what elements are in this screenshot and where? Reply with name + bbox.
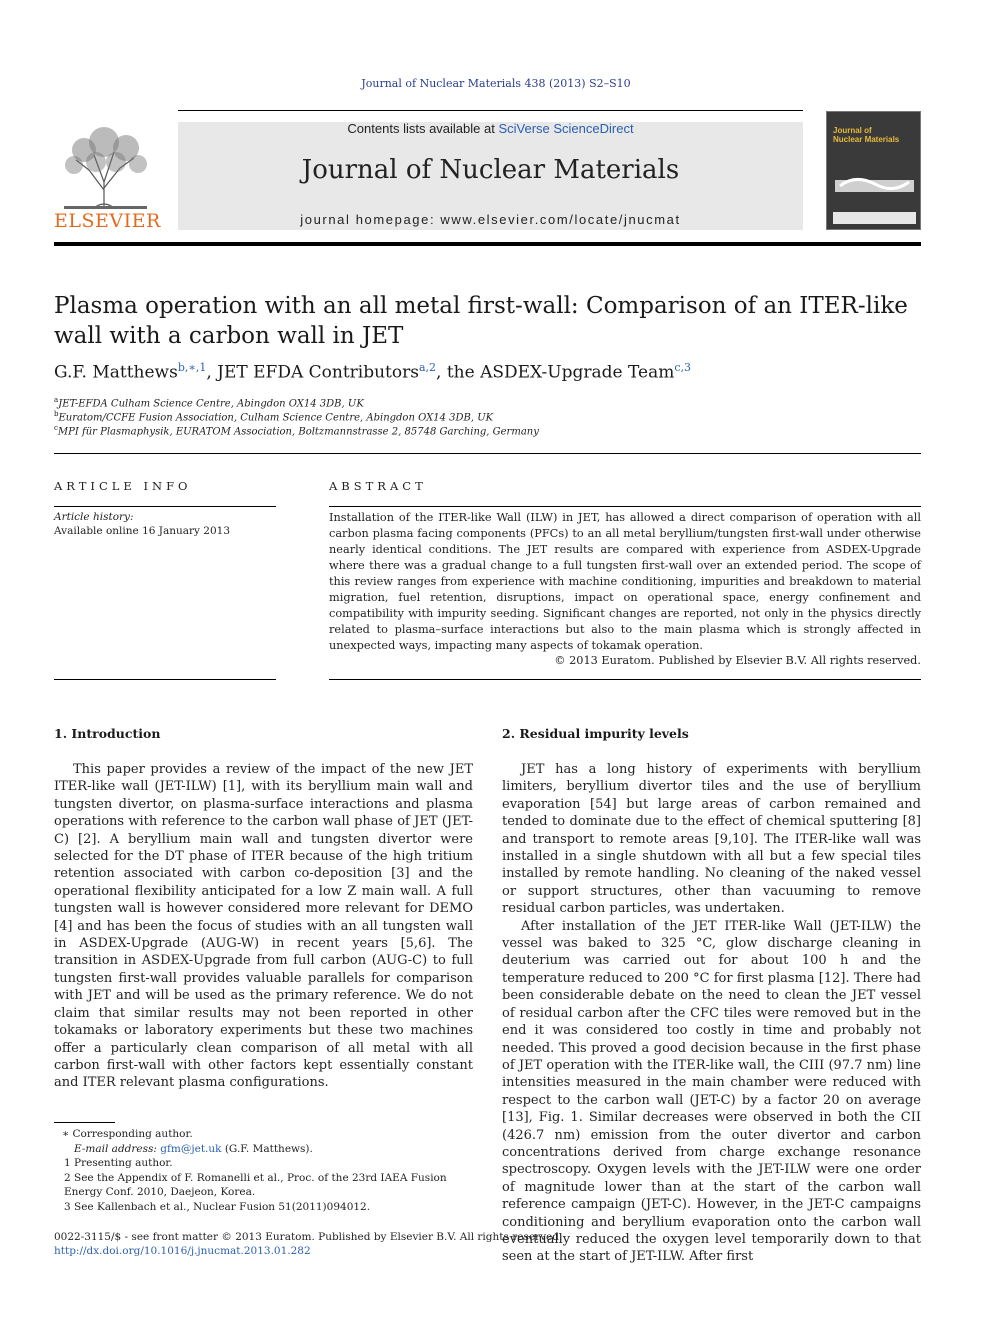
author-sup[interactable]: c,3 [674, 361, 691, 374]
author-sup[interactable]: a,2 [418, 361, 437, 374]
abstract-copyright: © 2013 Euratom. Published by Elsevier B.V. All rights reserved. [554, 654, 921, 667]
footnote-1: 1 Presenting author. [64, 1157, 173, 1170]
elsevier-logo-text: ELSEVIER [54, 210, 161, 232]
impurity-paragraph: After installation of the JET ITER-like Wall (JET-ILW) the vessel was baked to 325 °C, glow discharge cleaning in deuterium was carried out for about 100 h and the temperature reduced to 200 °C for first plasma [12]. There had been considerable debate on the need to clean the JET vessel of residual carbon after the CFC tiles were removed but in the end it was considered too costly in time and probably not needed. This proved a good decision because in the first phase of JET operation with the ITER-like wall, the CIII (97.7 nm) line intensities measured in the main chamber were reduced with respect to the carbon wall (JET-C) by a factor 20 on average [13], Fig. 1. Similar decreases were observed in both the CII (426.7 nm) emission from the outer divertor and carbon concentrations derived from charge exchange resonance spectroscopy. Oxygen levels with the JET-ILW were one order of magnitude lower than at the start of the carbon wall reference campaign (JET-C). However, in the JET-C campaigns conditioning and beryllium evaporation onto the carbon wall eventually reduced the oxygen level temporarily down to that seen at the start of JET-ILW. After first [502, 918, 921, 1265]
cover-image [835, 170, 914, 200]
header-thick-rule [54, 242, 921, 246]
cover-bottom-panel [833, 212, 916, 224]
intro-paragraph: This paper provides a review of the impact of the new JET ITER-like wall (JET-ILW) [1], with its beryllium main wall and tungsten divertor, on plasma-surface interactions and plasma operations with reference to the carbon wall phase of JET (JET-C) [2]. A beryllium main wall and tungsten divertor were selected for the DT phase of ITER because of the high tritium retention associated with carbon co-deposition [3] and the operational flexibility anticipated for a low Z main wall. A full tungsten wall is however considered more relevant for DEMO [4] and has been the focus of studies with an all tungsten wall in ASDEX-Upgrade (AUG-W) in recent years [5,6]. The transition in ASDEX-Upgrade from full carbon (AUG-C) to full tungsten first-wall provides valuable parallels for comparison with JET and will be used as the primary reference. We do not claim that similar results may not been reported in other tokamaks or laboratory experiments but these two machines offer a particularly clean comparison of all metal with all carbon first-wall with other factors kept essentially constant and ITER relevant plasma configurations. [54, 762, 473, 1091]
article-info-heading: ARTICLE INFO [54, 479, 192, 493]
intro-body [54, 761, 473, 1092]
author-name: , the ASDEX-Upgrade Team [436, 362, 675, 383]
abstract-text: Installation of the ITER-like Wall (ILW) in JET, has allowed a direct comparison of operation with all carbon plasma facing components (PFCs) to an all metal beryllium/tungsten first-wall under otherwise nearly identical conditions. The JET results are compared with experience from ASDEX-Upgrade where there was a gradual change to a full tungsten first-wall over an extended period. The scope of this review ranges from experience with machine conditioning, impurities and breakdown to material migration, fuel retention, disruptions, impact on operational space, energy confinement and compatibility with impurity seeding. Significant changes are reported, not only in the physics directly related to plasma–surface interactions but also to the main plasma which is strongly affected in unexpected ways, impacting many aspects of tokamak operation. [329, 511, 921, 652]
impurity-body [502, 761, 921, 1266]
article-info-rule [54, 506, 276, 507]
author-list [54, 361, 914, 383]
contents-prefix: Contents lists available at [347, 121, 499, 136]
journal-homepage[interactable]: journal homepage: www.elsevier.com/locate/jnucmat [300, 212, 681, 227]
intro-heading: 1. Introduction [54, 726, 161, 741]
affiliation-rule [54, 453, 921, 454]
footnote-rule [54, 1122, 115, 1123]
impurity-paragraph: JET has a long history of experiments with beryllium limiters, beryllium divertor tiles and the use of beryllium evaporation [54] but large areas of carbon remained and tended to dominate due to the effect of chemical sputtering [8] and transport to remote areas [9,10]. The ITER-like wall was installed in a single shutdown with all but a few special tiles installed by remote handling. No cleaning of the naked vessel or support structures, other than vacuuming to remove residual carbon particles, was undertaken. [502, 762, 921, 917]
abstract-bottom-rule [329, 679, 921, 680]
affiliation: $^c$MPI für Plasmaphysik, EURATOM Association, Boltzmannstrasse 2, 85748 Garching, Germany [54, 424, 539, 438]
author-name: G.F. Matthews [54, 362, 178, 383]
doi-link[interactable]: http://dx.doi.org/10.1016/j.jnucmat.2013.01.282 [54, 1245, 311, 1257]
author-name: , JET EFDA Contributors [206, 362, 419, 383]
affiliation: $^a$JET-EFDA Culham Science Centre, Abingdon OX14 3DB, UK [54, 396, 364, 410]
abstract-rule [329, 506, 921, 507]
article-history-label: Article history: [54, 511, 134, 523]
contents-line [178, 121, 803, 136]
author-sup[interactable]: b,∗,1 [177, 361, 207, 374]
footnote-email: E-mail address: gfm@jet.uk (G.F. Matthews). [74, 1142, 313, 1155]
footnote-2: 2 See the Appendix of F. Romanelli et al., Proc. of the 23rd IAEA Fusion Energy Conf. 2010, Daejeon, Korea. [64, 1171, 447, 1199]
issn-line: 0022-3115/$ - see front matter © 2013 Euratom. Published by Elsevier B.V. All rights reserved. [54, 1231, 563, 1243]
abstract-heading: ABSTRACT [329, 479, 427, 493]
sciencedirect-link[interactable]: SciVerse ScienceDirect [498, 121, 634, 136]
article-info-bottom-rule [54, 679, 276, 680]
header-top-rule [178, 110, 803, 111]
affiliation: $^b$Euratom/CCFE Fusion Association, Culham Science Centre, Abingdon OX14 3DB, UK [54, 410, 494, 424]
footnote-3: 3 See Kallenbach et al., Nuclear Fusion 51(2011)094012. [64, 1200, 371, 1213]
article-history-value: Available online 16 January 2013 [54, 525, 231, 537]
impurity-heading: 2. Residual impurity levels [502, 726, 689, 741]
footnote-corresponding: ∗ Corresponding author. [62, 1128, 193, 1140]
journal-cover-thumbnail[interactable] [826, 111, 921, 230]
journal-name: Journal of Nuclear Materials [301, 155, 680, 185]
cover-title: Journal of Nuclear Materials [833, 126, 900, 144]
article-title: Plasma operation with an all metal first-wall: Comparison of an ITER-like wall with a carbon wall in JET [54, 293, 908, 349]
footnotes [54, 1127, 474, 1215]
journal-citation: Journal of Nuclear Materials 438 (2013) S2–S10 [361, 77, 631, 90]
email-link[interactable]: gfm@jet.uk [160, 1142, 222, 1155]
